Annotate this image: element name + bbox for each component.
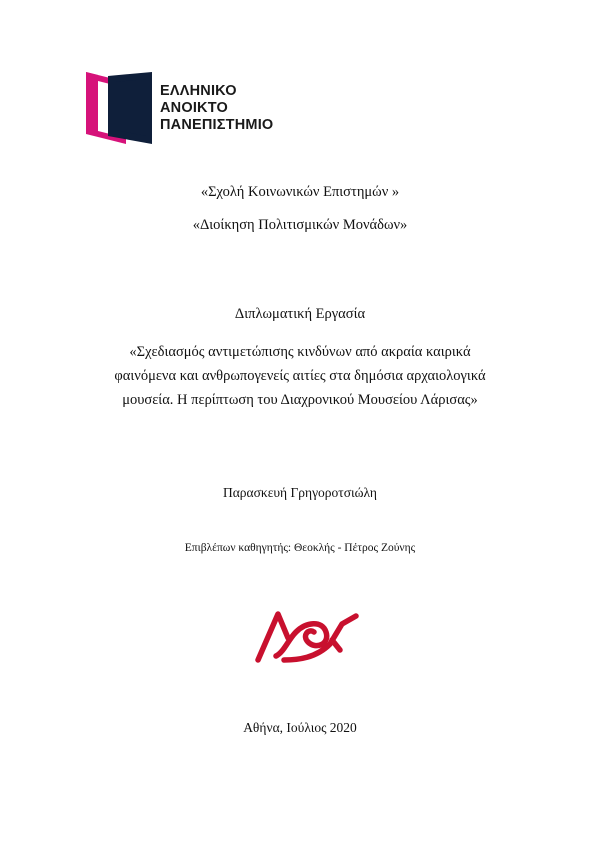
thesis-title-line: φαινόμενα και ανθρωπογενείς αιτίες στα δημόσια αρχαιολογικά	[114, 368, 486, 384]
school-name: «Σχολή Κοινωνικών Επιστημών »	[200, 184, 400, 200]
thesis-title-line: μουσεία. Η περίπτωση του Διαχρονικού Μουσείου Λάρισας»	[122, 392, 478, 408]
author-name: Παρασκευή Γρηγοροτσιώλη	[222, 485, 377, 500]
place-and-date: Αθήνα, Ιούλιος 2020	[243, 720, 357, 735]
eap-logo-icon	[86, 70, 158, 144]
supervisor: Επιβλέπων καθηγητής: Θεοκλής - Πέτρος Ζούνης	[184, 542, 416, 554]
thesis-title	[0, 340, 600, 412]
logo-line-3: ΠΑΝΕΠΙΣΤΗΜΙΟ	[160, 117, 274, 133]
logo-line-1: ΕΛΛΗΝΙΚΟ	[160, 83, 237, 99]
logo-wordmark	[160, 83, 273, 134]
document-type: Διπλωματική Εργασία	[234, 306, 366, 322]
university-logo	[86, 70, 286, 144]
department-name: «Διοίκηση Πολιτισμικών Μονάδων»	[192, 217, 408, 233]
thesis-title-line: «Σχεδιασμός αντιμετώπισης κινδύνων από ακραία καιρικά	[129, 344, 471, 360]
logo-line-2: ΑΝΟΙΚΤΟ	[160, 100, 228, 116]
swirl-emblem-icon	[254, 610, 360, 664]
